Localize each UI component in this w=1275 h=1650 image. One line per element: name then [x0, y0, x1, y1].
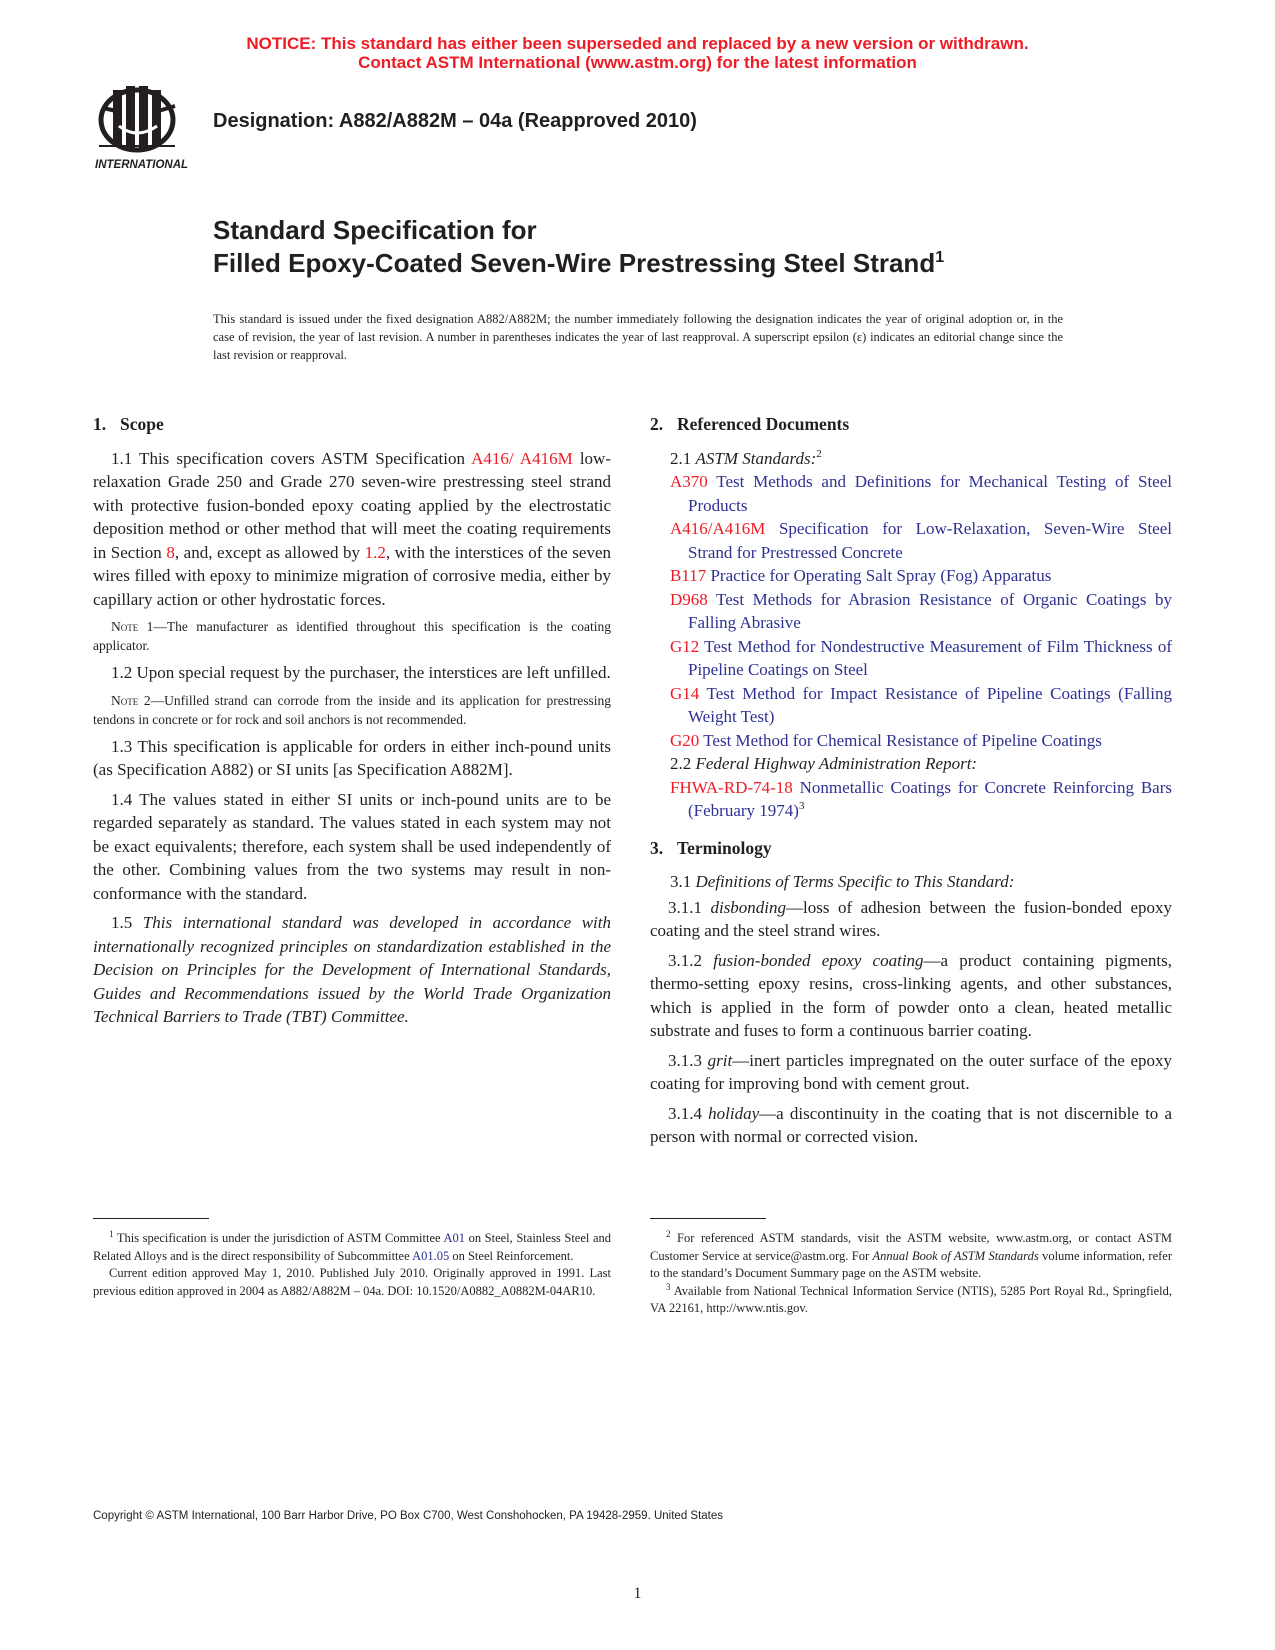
footnotes-left — [93, 1230, 611, 1300]
reference-item — [670, 564, 1172, 588]
paragraph-1-1-text: 1.1 This specification covers ASTM Specification — [111, 448, 472, 468]
right-column — [650, 413, 1172, 1155]
subsection-2-1-number: 2.1 — [670, 448, 696, 468]
definition-item — [650, 949, 1172, 1043]
reference-code-link[interactable]: G12 — [670, 636, 700, 656]
footnotes-right — [650, 1230, 1172, 1318]
reference-title-link[interactable]: Specification for Low-Relaxation, Seven-Wire Steel Strand for Prestressed Concrete — [688, 519, 1172, 562]
reference-code-link[interactable]: D968 — [670, 589, 708, 609]
footnote-rule-left — [93, 1218, 209, 1219]
subsection-3-1-number: 3.1 — [670, 872, 696, 891]
subsection-3-1-label: Definitions of Terms Specific to This Standard: — [695, 872, 1015, 891]
definition-text: —inert particles impregnated on the outer surface of the epoxy coating for improving bond with cement grout. — [650, 1050, 1173, 1093]
left-column — [93, 413, 611, 1035]
footnote-1-text-2: on Steel, Stainless Steel and Related Alloys and is the direct responsibility of Subcommittee — [93, 1231, 611, 1263]
paragraph-1-1 — [93, 447, 611, 612]
page-number: 1 — [633, 1585, 642, 1602]
copyright-line: Copyright © ASTM International, 100 Barr Harbor Drive, PO Box C700, West Conshohocken, PA 19428-2959. United States — [93, 1510, 724, 1522]
reference-code-link[interactable]: A370 — [670, 472, 708, 491]
paragraph-1-1-text-4: , with the interstices of the seven wires filled with epoxy to minimize migration of corrosive media, either by capillary action or other hydrostatic forces. — [93, 542, 611, 609]
definition-number: 3.1.2 — [668, 950, 714, 970]
subsection-2-2-label: Federal Highway Administration Report: — [695, 754, 978, 773]
definition-term: disbonding — [710, 897, 787, 917]
reference-item — [670, 470, 1172, 517]
reference-title-link[interactable]: Test Methods for Abrasion Resistance of Organic Coatings by Falling Abrasive — [688, 589, 1172, 632]
footnote-2-mark: 2 — [666, 1229, 671, 1239]
reference-item — [670, 682, 1172, 729]
footnote-rule-right — [650, 1218, 766, 1219]
subsection-2-2-number: 2.2 — [670, 754, 696, 773]
astm-logo — [93, 82, 193, 174]
link-section-8[interactable]: 8 — [166, 542, 175, 562]
subsection-2-1-label: ASTM Standards: — [695, 448, 817, 468]
paragraph-1-3: 1.3 This specification is applicable for orders in either inch-pound units (as Specification A882) or SI units [as Specification A882M]. — [93, 736, 611, 779]
footnote-2-text-2: volume information, refer to the standard’s Document Summary page on the ASTM website. — [650, 1248, 1172, 1280]
fhwa-reference — [670, 776, 1172, 823]
reference-title-link[interactable]: Test Method for Chemical Resistance of Pipeline Coatings — [699, 730, 1102, 750]
link-1-2[interactable]: 1.2 — [364, 542, 386, 562]
fhwa-title-link[interactable]: Nonmetallic Coatings for Concrete Reinforcing Bars (February 1974) — [688, 777, 1172, 820]
reference-title-link[interactable]: Practice for Operating Salt Spray (Fog) Apparatus — [706, 566, 1052, 585]
footnote-3-mark[interactable]: 3 — [798, 800, 805, 812]
reference-code-link[interactable]: G14 — [670, 683, 700, 703]
definition-term: holiday — [708, 1103, 760, 1123]
subsection-3-1 — [670, 870, 1172, 894]
section-3-heading — [650, 837, 1172, 861]
footnote-2-text: For referenced ASTM standards, visit the ASTM website, www.astm.org, or contact ASTM Customer Service at service@astm.org. For — [650, 1231, 1172, 1263]
footnote-2 — [650, 1230, 1172, 1283]
link-a416[interactable]: A416/ A416M — [471, 448, 573, 468]
section-1-number: 1. — [93, 414, 107, 434]
note-1 — [93, 617, 611, 655]
footnote-3 — [650, 1283, 1172, 1318]
reference-code-link[interactable]: G20 — [670, 730, 700, 750]
definition-number: 3.1.3 — [668, 1050, 708, 1070]
reference-item — [670, 729, 1172, 753]
note-2-label: Note 2 — [111, 692, 151, 708]
section-2-heading — [650, 413, 1172, 437]
definition-text: —a discontinuity in the coating that is not discernible to a person with normal or corrected vision. — [650, 1103, 1173, 1146]
notice-line-1: NOTICE: This standard has either been superseded and replaced by a new version or withdrawn. — [246, 34, 1029, 53]
section-3-number: 3. — [650, 837, 664, 858]
footnote-1-edition: Current edition approved May 1, 2010. Published July 2010. Originally approved in 1991. Last previous edition approved in 2004 as A882/A882M – 04a. DOI: 10.1520/A0882_A0882M-04AR10. — [93, 1266, 611, 1298]
footnote-2-mark[interactable]: 2 — [816, 447, 822, 460]
paragraph-1-5-text: This international standard was developed in accordance with internationally recognized principles on standardization established in the Decision on Principles for the Development of International Standards, Guides and Recommendations issued by the World Trade Organization Technical Barriers to Trade (TBT) Committee. — [93, 913, 611, 1026]
definition-number: 3.1.4 — [668, 1103, 709, 1123]
designation: Designation: A882/A882M – 04a (Reapproved 2010) — [213, 110, 697, 132]
reference-code-link[interactable]: A416/A416M — [670, 519, 766, 538]
astm-logo-icon — [93, 82, 193, 174]
footnote-1 — [93, 1230, 611, 1265]
section-3-title: Terminology — [677, 837, 772, 858]
footnote-3-mark: 3 — [666, 1281, 671, 1292]
definition-term: grit — [707, 1050, 733, 1070]
paragraph-1-5-number: 1.5 — [111, 913, 143, 932]
notice-line-2: Contact ASTM International (www.astm.org) for the latest information — [358, 53, 917, 72]
reference-item — [670, 635, 1172, 682]
footnote-1-text-3: on Steel Reinforcement. — [449, 1248, 574, 1263]
fhwa-code-link[interactable]: FHWA-RD-74-18 — [670, 777, 793, 797]
issue-statement: This standard is issued under the fixed designation A882/A882M; the number immediately following the designation indicates the year of original adoption or, in the case of revision, the year of last revision. A number in parentheses indicates the year of last reapproval. A superscript epsilon (ε) indicates an editorial change since the last revision or reapproval. — [213, 312, 1063, 362]
note-2-text: —Unfilled strand can corrode from the inside and its application for prestressing tendons in concrete or for rock and soil anchors is not recommended. — [93, 692, 611, 727]
reference-code-link[interactable]: B117 — [670, 566, 707, 585]
definition-term: fusion-bonded epoxy coating — [713, 950, 924, 970]
link-subcommittee-a01-05[interactable]: A01.05 — [412, 1248, 450, 1263]
note-1-text: —The manufacturer as identified throughout this specification is the coating applicator. — [93, 619, 611, 653]
reference-item — [670, 588, 1172, 635]
definition-number: 3.1.1 — [668, 897, 711, 917]
note-1-label: Note 1 — [111, 619, 154, 634]
section-2-number: 2. — [650, 414, 664, 434]
title-footnote-mark[interactable]: 1 — [935, 249, 945, 266]
footnote-3-text: Available from National Technical Information Service (NTIS), 5285 Port Royal Rd., Springfield, VA 22161, http://www.ntis.gov. — [650, 1283, 1172, 1315]
logo-wordmark: INTERNATIONAL — [95, 159, 189, 171]
footnote-2-italic: Annual Book of ASTM Standards — [872, 1248, 1039, 1263]
title-line-1: Standard Specification for — [213, 215, 537, 245]
footnote-1-mark: 1 — [109, 1229, 114, 1239]
section-1-title: Scope — [120, 414, 164, 434]
subsection-2-2 — [670, 752, 1172, 776]
note-2 — [93, 691, 611, 729]
definition-item — [650, 1049, 1172, 1096]
paragraph-1-4: 1.4 The values stated in either SI units or inch-pound units are to be regarded separately as standard. The values stated in each system may not be exact equivalents; therefore, each system shall be used independently of the other. Combining values from the two systems may result in non-conformance with the standard. — [93, 789, 611, 903]
title-line-2 — [213, 247, 944, 280]
reference-title-link[interactable]: Test Method for Nondestructive Measurement of Film Thickness of Pipeline Coatings on Steel — [688, 636, 1172, 679]
footnote-1-text: This specification is under the jurisdiction of ASTM Committee — [113, 1231, 444, 1245]
paragraph-1-2: 1.2 Upon special request by the purchaser, the interstices are left unfilled. — [111, 663, 611, 682]
astm-reference-list — [650, 470, 1172, 752]
subsection-2-1 — [670, 447, 1172, 471]
definition-item — [650, 896, 1172, 943]
section-1-heading — [93, 413, 611, 437]
link-committee-a01[interactable]: A01 — [443, 1231, 465, 1245]
title-line-2-text: Filled Epoxy-Coated Seven-Wire Prestressing Steel Strand — [213, 248, 936, 278]
section-2-title: Referenced Documents — [677, 414, 850, 434]
reference-title-link[interactable]: Test Method for Impact Resistance of Pipeline Coatings (Falling Weight Test) — [688, 683, 1172, 726]
paragraph-1-1-text-2: low-relaxation Grade 250 and Grade 270 seven-wire prestressing steel strand with protective fusion-bonded epoxy coating applied by the electrostatic deposition method or other method that will meet the coating requirements in Section — [93, 448, 611, 562]
definition-item — [650, 1102, 1172, 1149]
paragraph-1-1-text-3: , and, except as allowed by — [174, 542, 365, 562]
reference-item — [670, 517, 1172, 564]
reference-title-link[interactable]: Test Methods and Definitions for Mechanical Testing of Steel Products — [688, 472, 1172, 515]
definition-text: —loss of adhesion between the fusion-bonded epoxy coating and the steel strand wires. — [650, 897, 1173, 940]
document-title — [213, 214, 944, 280]
withdrawn-notice — [0, 34, 1275, 72]
definition-text: —a product containing pigments, thermo-setting epoxy resins, cross-linking agents, and other substances, which is applied in the form of powder onto a clean, heated metallic substrate and fuses to form a continuous barrier coating. — [650, 950, 1172, 1040]
paragraph-1-5 — [93, 911, 611, 1029]
